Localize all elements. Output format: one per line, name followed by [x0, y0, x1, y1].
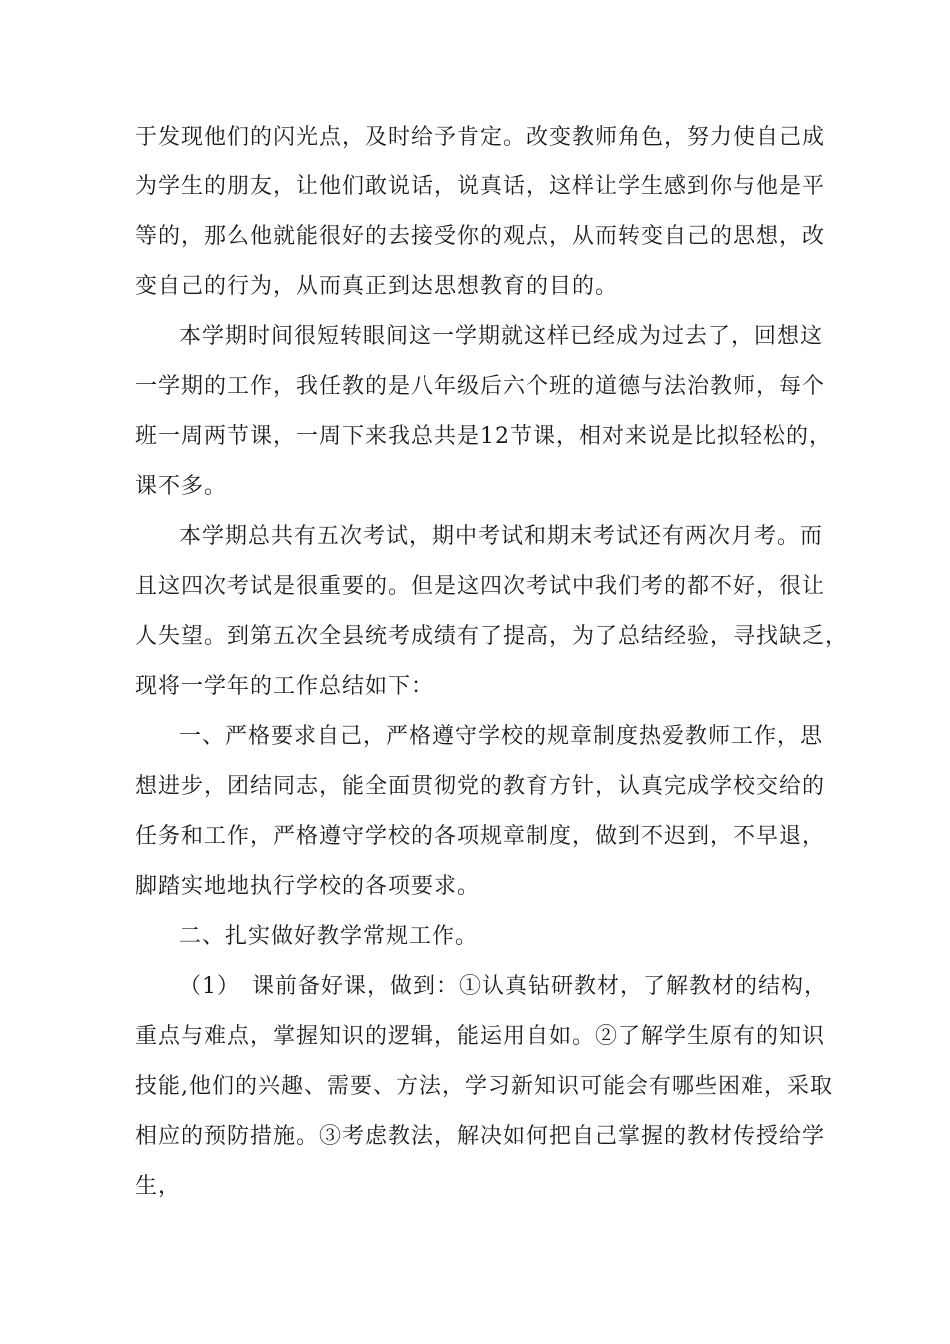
- text-line: 生，: [135, 1174, 182, 1199]
- text-line: 技能,他们的兴趣、需要、方法，学习新知识可能会有哪些困难，采取: [135, 1074, 833, 1099]
- text-line: 变自己的行为，从而真正到达思想教育的目的。: [135, 274, 619, 299]
- section-heading-line: 二、扎实做好教学常规工作。: [179, 924, 479, 949]
- text-line: 现将一学年的工作总结如下：: [135, 674, 435, 699]
- paragraph-first-line: 本学期时间很短转眼间这一学期就这样已经成为过去了，回想这: [179, 324, 824, 349]
- text-line: 课不多。: [135, 474, 228, 499]
- text-line: 想进步，团结同志，能全面贯彻党的教育方针，认真完成学校交给的: [135, 774, 826, 799]
- text-line: 相应的预防措施。③考虑教法，解决如何把自己掌握的教材传授给学: [135, 1124, 826, 1149]
- text-line: 任务和工作，严格遵守学校的各项规章制度，做到不迟到，不早退，: [135, 824, 826, 849]
- list-item-line: （1） 课前备好课，做到：①认真钻研教材，了解教材的结构，: [179, 974, 827, 999]
- text-line: 班一周两节课，一周下来我总共是12节课，相对来说是比拟轻松的，: [135, 424, 832, 449]
- text-line: 于发现他们的闪光点，及时给予肯定。改变教师角色，努力使自己成: [135, 125, 826, 150]
- text-line: 为学生的朋友，让他们敢说话，说真话，这样让学生感到你与他是平: [135, 174, 826, 199]
- text-line: 人失望。到第五次全县统考成绩有了提高，为了总结经验，寻找缺乏，: [135, 624, 849, 649]
- text-line: 重点与难点，掌握知识的逻辑，能运用自如。②了解学生原有的知识: [135, 1024, 826, 1049]
- section-heading-line: 一、严格要求自己，严格遵守学校的规章制度热爱教师工作，思: [179, 724, 824, 749]
- text-line: 等的，那么他就能很好的去接受你的观点，从而转变自己的思想，改: [135, 224, 826, 249]
- text-line: 且这四次考试是很重要的。但是这四次考试中我们考的都不好，很让: [135, 574, 826, 599]
- text-line: 一学期的工作，我任教的是八年级后六个班的道德与法治教师，每个: [135, 374, 826, 399]
- text-line: 脚踏实地地执行学校的各项要求。: [135, 874, 481, 899]
- paragraph-first-line: 本学期总共有五次考试，期中考试和期末考试还有两次月考。而: [179, 524, 824, 549]
